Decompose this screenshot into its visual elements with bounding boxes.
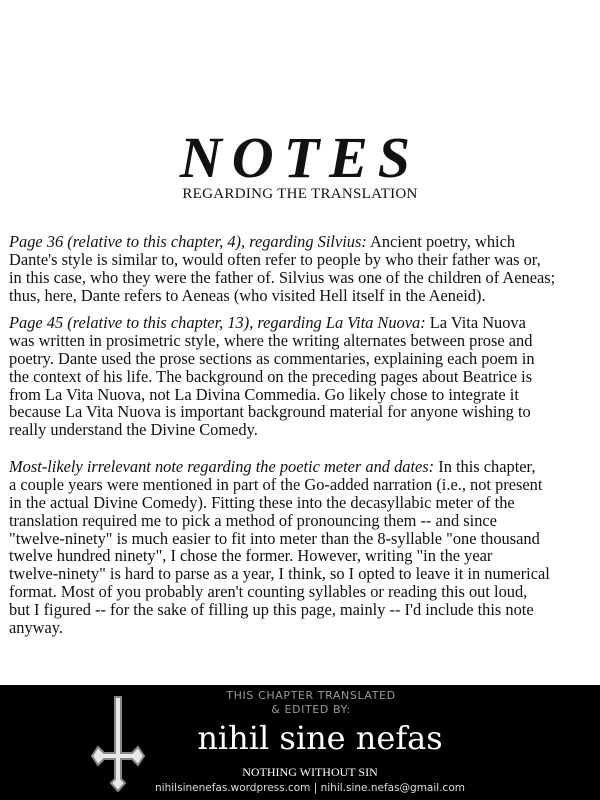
- note-text: Ancient poetry, which: [366, 232, 516, 251]
- note-poetic-meter: [9, 458, 599, 637]
- note-line: [9, 233, 599, 251]
- note-line: thus, here, Dante refers to Aeneas (who visited Hell itself in the Aeneid).: [9, 285, 486, 305]
- note-line: a couple years were mentioned in part of the Go-added narration (i.e., not present: [9, 474, 543, 494]
- group-name: nihil sine nefas: [197, 719, 443, 757]
- note-line: Dante's style is similar to, would often refer to people by who their father was or,: [9, 249, 541, 269]
- note-line: twelve-ninety" is hard to parse as a year, I think, so I opted to leave it in numerical: [9, 564, 550, 584]
- credit-line-2: & EDITED BY:: [271, 703, 351, 716]
- note-line: format. Most of you probably aren't counting syllables or reading this out loud,: [9, 582, 528, 602]
- note-la-vita-nuova: [9, 314, 599, 439]
- note-text: In this chapter,: [434, 457, 536, 476]
- note-heading: Most-likely irrelevant note regarding the poetic meter and dates:: [9, 457, 435, 476]
- note-heading: Page 45 (relative to this chapter, 13), regarding La Vita Nuova:: [9, 313, 426, 332]
- note-line: was written in prosimetric style, where the writing alternates between prose and: [9, 330, 533, 350]
- note-line: from La Vita Nuova, not La Divina Commedia. Go likely chose to integrate it: [9, 384, 519, 404]
- note-line: twelve hundred ninety", I chose the former. However, writing "in the year: [9, 546, 493, 566]
- credit-text: [0, 689, 600, 717]
- note-line: in the actual Divine Comedy). Fitting these into the decasyllabic meter of the: [9, 492, 515, 512]
- note-line: because La Vita Nuova is important background material for anyone wishing to: [9, 402, 531, 422]
- note-line: anyway.: [9, 618, 64, 638]
- note-line: poetry. Dante used the prose sections as commentaries, explaining each poem in: [9, 348, 535, 368]
- note-heading: Page 36 (relative to this chapter, 4), regarding Silvius:: [9, 232, 367, 251]
- note-line: but I figured -- for the sake of filling up this page, mainly -- I'd include this note: [9, 600, 534, 620]
- page-title: NOTES: [179, 125, 421, 190]
- group-motto: NOTHING WITHOUT SIN: [242, 765, 378, 779]
- note-line: "twelve-ninety" is much easier to fit into meter than the 8-syllable "one thousand: [9, 528, 540, 548]
- note-line: [9, 314, 599, 332]
- note-line: [9, 458, 599, 476]
- page-subtitle: REGARDING THE TRANSLATION: [182, 186, 418, 202]
- credits-footer: [0, 685, 600, 800]
- note-silvius: [9, 233, 599, 305]
- note-line: the context of his life. The background on the preceding pages about Beatrice is: [9, 366, 533, 386]
- credit-line-1: THIS CHAPTER TRANSLATED: [226, 689, 396, 702]
- contact-links[interactable]: nihilsinenefas.wordpress.com | nihil.sine.nefas@gmail.com: [155, 782, 465, 794]
- note-line: really understand the Divine Comedy.: [9, 420, 258, 440]
- note-line: translation required me to pick a method of pronouncing them -- and since: [9, 510, 497, 530]
- note-text: La Vita Nuova: [425, 313, 526, 332]
- note-line: in this case, who they were the father of. Silvius was one of the children of Aeneas;: [9, 267, 556, 287]
